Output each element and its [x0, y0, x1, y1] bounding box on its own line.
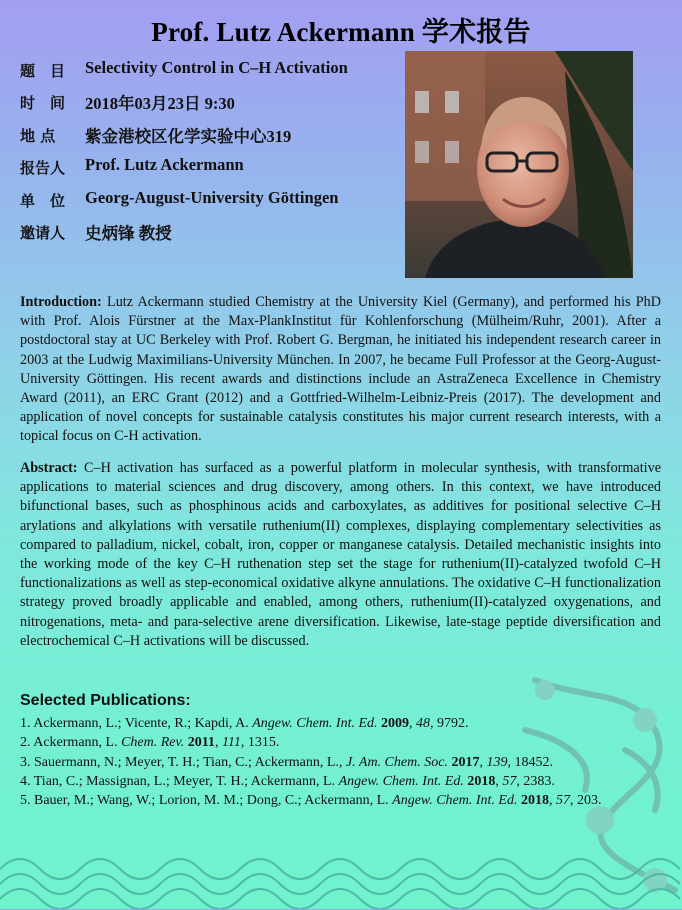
info-value: Georg-August-University Göttingen — [85, 187, 339, 207]
publication-item: 4. Tian, C.; Massignan, L.; Meyer, T. H.; Ackermann, L. Angew. Chem. Int. Ed. 2018, 57, 2383. — [20, 773, 555, 789]
publication-item: 5. Bauer, M.; Wang, W.; Lorion, M. M.; Dong, C.; Ackermann, L. Angew. Chem. Int. Ed. 2018, 57, 203. — [20, 793, 602, 809]
info-value: Prof. Lutz Ackermann — [85, 155, 244, 175]
publication-authors: 1. Ackermann, L.; Vicente, R.; Kapdi, A. — [20, 716, 253, 731]
abstract-text: C–H activation has surfaced as a powerful platform in molecular synthesis, with transformative applications to material sciences and drug discovery, among others. In this context, we have introduced bifunctional bases, such as phosphinous acids and carboxylates, as additives for positional selective C–H arylations and alkylations with versatile ruthenium(II) complexes, displaying complementary selectivities as compared to palladium, nickel, cobalt, iron, copper or manganese catalysis. Detailed mechanistic insights into the working mode of the key C–H ruthenation step set the stage for ruthenium(II)-catalyzed twofold C–H functionalizations as well as step-economical oxidative alkyne annulations. The oxidative C–H functionalization strategy proved broadly applicable and enabled, among others, ruthenium(II)-catalyzed oxygenations, and nitrogenations, meta- and para-selective arene diversification. Likewise, late-stage peptide diversification and electrochemical C–H activations will be discussed. — [20, 460, 661, 649]
info-value: 2018年03月23日 9:30 — [85, 94, 235, 114]
publication-journal: Angew. Chem. Int. Ed. — [392, 793, 518, 809]
publication-volume: 48 — [416, 716, 431, 731]
info-label: 邀请人 — [20, 223, 66, 242]
wave-border-icon — [0, 839, 682, 909]
publication-authors: 4. Tian, C.; Massignan, L.; Meyer, T. H.; Ackermann, L. — [20, 773, 339, 789]
publication-volume: 57 — [555, 793, 570, 809]
info-label: 地 点 — [20, 126, 56, 145]
info-value: Selectivity Control in C–H Activation — [85, 58, 348, 77]
publication-year: 2011 — [187, 735, 215, 751]
publication-volume: 139 — [486, 754, 508, 770]
publication-authors: 3. Sauermann, N.; Meyer, T. H.; Tian, C.; Ackermann, L., — [20, 754, 346, 770]
introduction-text: Lutz Ackermann studied Chemistry at the University Kiel (Germany), and performed his PhD with Prof. Alois Fürstner at the Max-PlankInstitut für Kohlenforschung (Mülheim/Ruhr, 2001). After a postdoctoral stay at UC Berkeley with Prof. Robert G. Bergman, he initiated his independent research career in 2003 at the Ludwig Maximilians-University München. In 2007, he became Full Professor at the Georg-August-University Göttingen. His recent awards and distinctions include an AstraZeneca Excellence in Chemistry Award (2011), an ERC Grant (2012) and a Gottfried-Wilhelm-Leibniz-Preis (2017). The development and application of novel concepts for sustainable catalysis constitutes his major current research interests, with a topical focus on C-H activation. — [20, 294, 661, 445]
info-label: 时 间 — [20, 94, 66, 113]
info-row-time — [20, 90, 348, 122]
info-label: 单 位 — [20, 191, 66, 210]
publication-year: 2009 — [381, 716, 410, 731]
publication-journal: Angew. Chem. Int. Ed. — [252, 716, 378, 731]
publication-journal: J. Am. Chem. Soc. — [345, 754, 448, 770]
publication-pages: , 9792. — [430, 716, 469, 731]
info-row-location — [20, 123, 348, 155]
publication-journal: Angew. Chem. Int. Ed. — [338, 773, 464, 789]
publication-item: 3. Sauermann, N.; Meyer, T. H.; Tian, C.; Ackermann, L., J. Am. Chem. Soc. 2017, 139, 18452. — [20, 754, 553, 770]
publication-volume: 57 — [502, 773, 517, 789]
poster-title: Prof. Lutz Ackermann 学术报告 — [151, 17, 531, 47]
introduction-section — [20, 293, 661, 447]
publications-heading: Selected Publications: — [20, 692, 191, 709]
info-label: 题 目 — [20, 62, 66, 80]
publication-item: 2. Ackermann, L. Chem. Rev. 2011, 111, 1315. — [20, 735, 280, 751]
info-row-affiliation — [20, 188, 348, 220]
publication-year: 2017 — [451, 754, 480, 770]
speaker-portrait-icon — [405, 51, 633, 278]
info-value: 史炳锋 教授 — [85, 223, 172, 243]
publication-pages: , 1315. — [240, 735, 280, 751]
publication-pages: , 18452. — [507, 754, 553, 770]
info-row-topic — [20, 58, 348, 90]
speaker-photo — [405, 51, 633, 278]
publication-volume: 111 — [221, 735, 241, 751]
talk-info — [20, 58, 348, 252]
publication-item: 1. Ackermann, L.; Vicente, R.; Kapdi, A. Angew. Chem. Int. Ed. 2009, 48, 9792. — [20, 716, 469, 731]
publications-section — [20, 692, 670, 810]
publication-authors: 2. Ackermann, L. — [20, 735, 122, 751]
introduction-heading: Introduction: — [20, 294, 102, 310]
publication-year: 2018 — [467, 773, 496, 789]
publication-year: 2018 — [520, 793, 549, 809]
info-label: 报告人 — [20, 159, 66, 178]
info-row-speaker — [20, 155, 348, 187]
publication-pages: , 203. — [569, 793, 602, 809]
publication-journal: Chem. Rev. — [121, 735, 185, 751]
publication-pages: , 2383. — [516, 773, 555, 789]
abstract-section — [20, 459, 661, 651]
info-value: 紫金港校区化学实验中心319 — [85, 126, 292, 146]
info-row-host — [20, 220, 348, 252]
abstract-heading: Abstract: — [20, 460, 78, 476]
publication-authors: 5. Bauer, M.; Wang, W.; Lorion, M. M.; Dong, C.; Ackermann, L. — [20, 793, 393, 809]
